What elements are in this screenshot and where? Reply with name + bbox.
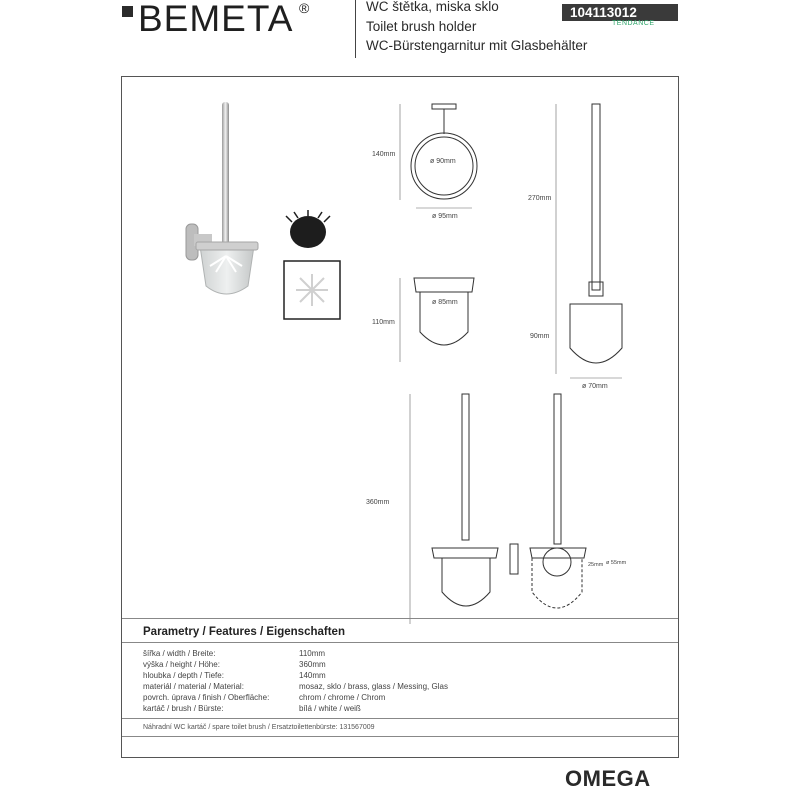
dim-flange-h: 25mm bbox=[588, 562, 604, 568]
row-label: výška / height / Höhe: bbox=[143, 660, 220, 669]
table-row bbox=[143, 682, 663, 692]
technical-drawings bbox=[360, 96, 660, 636]
row-value: 110mm bbox=[299, 649, 326, 658]
header-divider bbox=[355, 0, 356, 58]
row-value: bílá / white / weiß bbox=[299, 704, 361, 713]
row-label: povrch. úprava / finish / Oberfläche: bbox=[143, 693, 270, 702]
registered-mark: ® bbox=[299, 0, 310, 16]
row-value: 360mm bbox=[299, 660, 326, 669]
table-row bbox=[143, 671, 663, 681]
title-czech: WC štětka, miska sklo bbox=[366, 0, 499, 14]
logo-mark bbox=[122, 6, 133, 17]
watermark-text: TENDANCE bbox=[612, 20, 655, 27]
row-value: chrom / chrome / Chrom bbox=[299, 693, 386, 702]
dim-flange-d: ø 55mm bbox=[606, 560, 627, 566]
row-value: mosaz, sklo / brass, glass / Messing, Glas bbox=[299, 682, 448, 691]
heading-rule bbox=[122, 642, 678, 643]
dim-ring: ø 90mm bbox=[430, 158, 456, 165]
brand-logo: BEMETA bbox=[138, 0, 294, 39]
title-german: WC-Bürstengarnitur mit Glasbehälter bbox=[366, 38, 588, 53]
dim-360: 360mm bbox=[366, 499, 390, 506]
table-row bbox=[143, 660, 663, 670]
table-bottom-rule bbox=[122, 718, 678, 719]
dim-base-70: ø 70mm bbox=[582, 383, 608, 390]
table-row bbox=[143, 704, 663, 714]
row-label: šířka / width / Breite: bbox=[143, 649, 216, 658]
dim-90: 90mm bbox=[530, 333, 550, 340]
dim-110: 110mm bbox=[372, 319, 395, 326]
spare-part-note: Náhradní WC kartáč / spare toilet brush / Ersatztoilettenbürste: 131567009 bbox=[143, 724, 375, 731]
product-photo bbox=[170, 96, 350, 326]
row-label: hloubka / depth / Tiefe: bbox=[143, 671, 224, 680]
row-label: kartáč / brush / Bürste: bbox=[143, 704, 224, 713]
parameters-heading: Parametry / Features / Eigenschaften bbox=[143, 626, 345, 638]
table-row bbox=[143, 693, 663, 703]
dim-cup-85: ø 85mm bbox=[432, 299, 458, 306]
dim-270: 270mm bbox=[528, 195, 552, 202]
title-english: Toilet brush holder bbox=[366, 19, 477, 34]
product-code: 104113012 bbox=[562, 4, 678, 21]
spare-rule bbox=[122, 736, 678, 737]
dim-140: 140mm bbox=[372, 151, 396, 158]
model-name: OMEGA bbox=[565, 766, 651, 791]
dim-width-95: ø 95mm bbox=[432, 213, 458, 220]
row-value: 140mm bbox=[299, 671, 326, 680]
row-label: materiál / material / Material: bbox=[143, 682, 244, 691]
table-row bbox=[143, 649, 663, 659]
table-top-rule bbox=[122, 618, 678, 619]
